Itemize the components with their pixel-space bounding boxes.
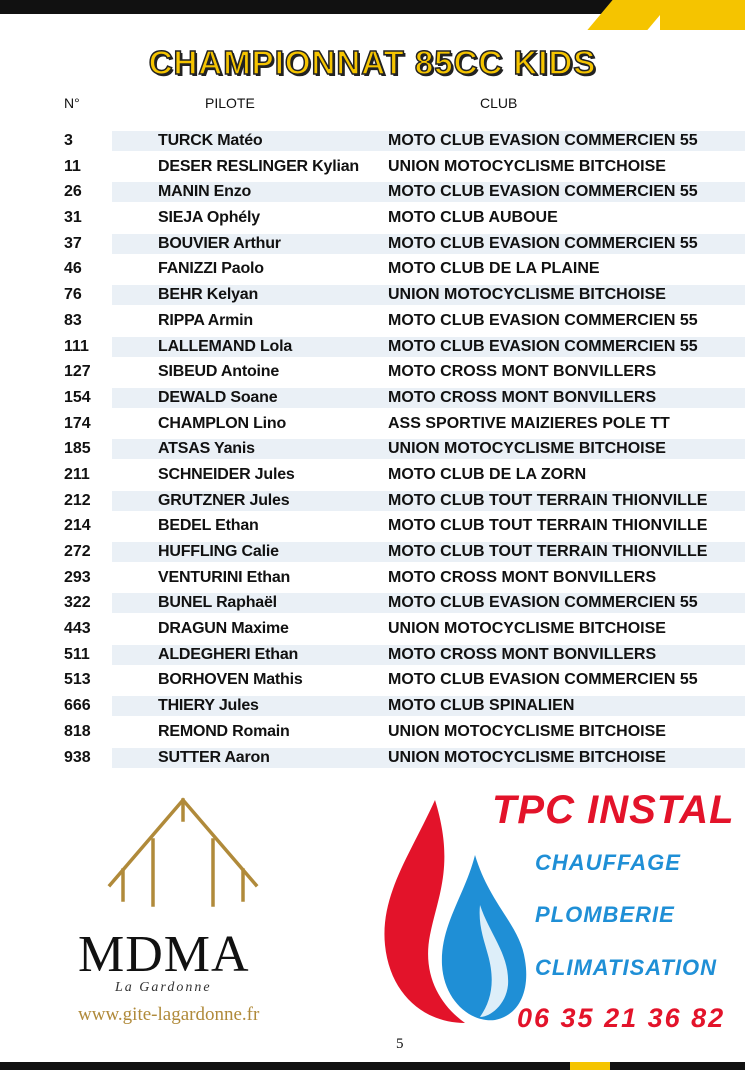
table-row bbox=[60, 359, 745, 385]
rider-number: 3 bbox=[64, 132, 73, 149]
rider-number: 214 bbox=[64, 517, 91, 535]
rider-number: 46 bbox=[64, 260, 82, 278]
rider-number: 513 bbox=[64, 671, 91, 689]
rider-number: 666 bbox=[64, 697, 91, 715]
rider-name: BEHR Kelyan bbox=[158, 286, 259, 304]
rider-name: DESER RESLINGER Kylian bbox=[158, 157, 359, 175]
rider-number: 212 bbox=[64, 491, 91, 509]
rider-name: BOUVIER Arthur bbox=[158, 234, 281, 252]
rider-club: MOTO CROSS MONT BONVILLERS bbox=[388, 568, 657, 586]
table-row bbox=[60, 385, 745, 411]
rider-club: UNION MOTOCYCLISME BITCHOISE bbox=[388, 620, 666, 638]
rider-name: ATSAS Yanis bbox=[158, 440, 255, 458]
rider-number: 37 bbox=[64, 234, 82, 252]
rider-club: MOTO CLUB EVASION COMMERCIEN 55 bbox=[388, 594, 698, 612]
rider-name: DRAGUN Maxime bbox=[158, 620, 289, 638]
tpc-service-plomberie: PLOMBERIE bbox=[535, 902, 675, 927]
table-row bbox=[60, 231, 745, 257]
rider-club: MOTO CLUB EVASION COMMERCIEN 55 bbox=[388, 337, 698, 355]
header-pilote: PILOTE bbox=[205, 95, 255, 111]
rider-club: UNION MOTOCYCLISME BITCHOISE bbox=[388, 157, 666, 175]
mdma-brand: MDMA bbox=[78, 926, 250, 983]
rider-club: MOTO CLUB EVASION COMMERCIEN 55 bbox=[388, 183, 698, 201]
rider-club: MOTO CLUB TOUT TERRAIN THIONVILLE bbox=[388, 543, 708, 560]
rider-club: MOTO CROSS MONT BONVILLERS bbox=[388, 645, 657, 663]
table-row bbox=[60, 308, 745, 334]
rider-name: REMOND Romain bbox=[158, 722, 290, 740]
rider-club: MOTO CLUB TOUT TERRAIN THIONVILLE bbox=[388, 491, 708, 509]
table-row bbox=[60, 539, 745, 565]
rider-club: MOTO CLUB EVASION COMMERCIEN 55 bbox=[388, 671, 698, 689]
rider-name: ALDEGHERI Ethan bbox=[158, 645, 299, 663]
page-number: 5 bbox=[396, 1036, 404, 1052]
tpc-service-climatisation: CLIMATISATION bbox=[535, 955, 718, 980]
rider-number: 111 bbox=[64, 337, 89, 355]
rider-number: 322 bbox=[64, 594, 91, 612]
rider-club: MOTO CLUB AUBOUE bbox=[388, 209, 558, 227]
rider-number: 293 bbox=[64, 568, 91, 586]
table-row bbox=[60, 436, 745, 462]
rider-club: MOTO CLUB SPINALIEN bbox=[388, 697, 575, 715]
table-row bbox=[60, 154, 745, 180]
rider-club: MOTO CLUB EVASION COMMERCIEN 55 bbox=[388, 311, 698, 329]
rider-name: TURCK Matéo bbox=[158, 132, 263, 149]
table-row bbox=[60, 642, 745, 668]
rider-name: BORHOVEN Mathis bbox=[158, 671, 303, 689]
table-row bbox=[60, 462, 745, 488]
rider-name: SIEJA Ophély bbox=[158, 209, 260, 227]
table-row bbox=[60, 256, 745, 282]
riders-table bbox=[60, 128, 745, 770]
rider-club: MOTO CLUB DE LA ZORN bbox=[388, 465, 587, 483]
rider-name: SUTTER Aaron bbox=[158, 748, 270, 766]
rider-club: MOTO CLUB TOUT TERRAIN THIONVILLE bbox=[388, 517, 708, 535]
header-num: N° bbox=[64, 95, 80, 111]
table-row bbox=[60, 745, 745, 771]
rider-club: MOTO CROSS MONT BONVILLERS bbox=[388, 363, 657, 381]
table-row bbox=[60, 616, 745, 642]
tpc-phone: 06 35 21 36 82 bbox=[517, 1003, 726, 1033]
rider-number: 211 bbox=[64, 465, 90, 483]
rider-number: 31 bbox=[64, 209, 82, 227]
table-row bbox=[60, 488, 745, 514]
table-row bbox=[60, 282, 745, 308]
page-title: CHAMPIONNAT 85CC KIDS bbox=[148, 44, 597, 81]
rider-number: 272 bbox=[64, 543, 91, 560]
rider-name: SIBEUD Antoine bbox=[158, 363, 280, 381]
rider-club: UNION MOTOCYCLISME BITCHOISE bbox=[388, 286, 666, 304]
rider-name: MANIN Enzo bbox=[158, 183, 252, 201]
table-row bbox=[60, 334, 745, 360]
rider-club: MOTO CROSS MONT BONVILLERS bbox=[388, 388, 657, 406]
rider-club: UNION MOTOCYCLISME BITCHOISE bbox=[388, 440, 666, 458]
bottom-border-bar bbox=[0, 1062, 745, 1070]
house-logo-icon bbox=[68, 790, 298, 1040]
rider-number: 818 bbox=[64, 722, 91, 740]
rider-number: 11 bbox=[64, 157, 81, 175]
rider-number: 443 bbox=[64, 620, 91, 638]
table-row bbox=[60, 719, 745, 745]
rider-number: 511 bbox=[64, 645, 90, 663]
tpc-service-chauffage: CHAUFFAGE bbox=[535, 850, 681, 875]
rider-number: 154 bbox=[64, 388, 91, 406]
mdma-url[interactable]: www.gite-lagardonne.fr bbox=[78, 1004, 260, 1025]
rider-club: ASS SPORTIVE MAIZIERES POLE TT bbox=[388, 414, 670, 432]
rider-name: SCHNEIDER Jules bbox=[158, 465, 295, 483]
table-row bbox=[60, 590, 745, 616]
rider-number: 127 bbox=[64, 363, 91, 381]
table-row bbox=[60, 411, 745, 437]
table-row bbox=[60, 179, 745, 205]
table-row bbox=[60, 693, 745, 719]
rider-name: VENTURINI Ethan bbox=[158, 568, 291, 586]
rider-club: MOTO CLUB EVASION COMMERCIEN 55 bbox=[388, 132, 698, 149]
rider-number: 185 bbox=[64, 440, 91, 458]
rider-name: GRUTZNER Jules bbox=[158, 491, 290, 509]
table-row bbox=[60, 513, 745, 539]
rider-number: 938 bbox=[64, 748, 91, 766]
table-row bbox=[60, 667, 745, 693]
header-club: CLUB bbox=[480, 95, 518, 111]
rider-name: LALLEMAND Lola bbox=[158, 337, 293, 355]
rider-number: 174 bbox=[64, 414, 91, 432]
rider-number: 76 bbox=[64, 286, 82, 304]
rider-name: HUFFLING Calie bbox=[158, 543, 279, 560]
rider-name: BUNEL Raphaël bbox=[158, 594, 277, 612]
rider-name: DEWALD Soane bbox=[158, 388, 278, 406]
rider-name: THIERY Jules bbox=[158, 697, 259, 715]
rider-name: FANIZZI Paolo bbox=[158, 260, 264, 278]
rider-name: CHAMPLON Lino bbox=[158, 414, 287, 432]
rider-club: MOTO CLUB EVASION COMMERCIEN 55 bbox=[388, 234, 698, 252]
rider-club: MOTO CLUB DE LA PLAINE bbox=[388, 260, 600, 278]
rider-number: 83 bbox=[64, 311, 82, 329]
rider-club: UNION MOTOCYCLISME BITCHOISE bbox=[388, 722, 666, 740]
rider-number: 26 bbox=[64, 183, 82, 201]
table-row bbox=[60, 565, 745, 591]
rider-name: RIPPA Armin bbox=[158, 311, 253, 329]
rider-club: UNION MOTOCYCLISME BITCHOISE bbox=[388, 748, 666, 766]
table-row bbox=[60, 205, 745, 231]
rider-name: BEDEL Ethan bbox=[158, 517, 259, 535]
top-corner-yellow bbox=[660, 0, 745, 30]
table-row bbox=[60, 128, 745, 154]
bottom-stripe-yellow bbox=[570, 1062, 610, 1070]
top-stripe-black bbox=[514, 0, 606, 14]
tpc-brand: TPC INSTAL bbox=[492, 788, 735, 832]
mdma-subtitle: La Gardonne bbox=[115, 980, 212, 995]
